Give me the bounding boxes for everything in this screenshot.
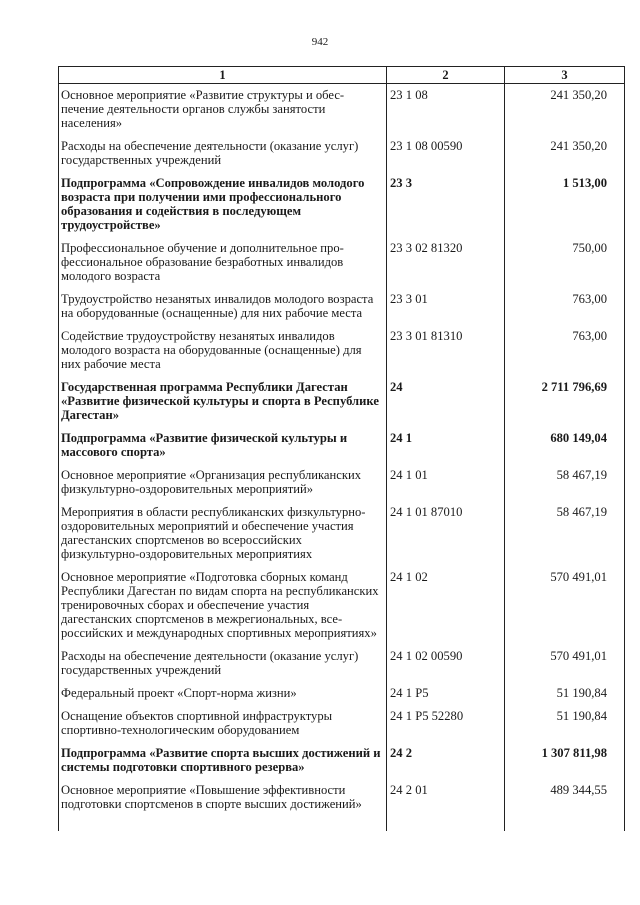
row-code: 24 1 P5 [387,682,505,705]
budget-table [58,66,625,831]
row-amount: 2 711 796,69 [505,376,625,427]
row-code: 23 3 [387,172,505,237]
table-row [59,779,625,831]
row-amount: 1 513,00 [505,172,625,237]
row-name: Профессиональное обучение и дополнительное профессиональное образование безработных инвалидов молодого возраста [59,237,387,288]
row-amount: 750,00 [505,237,625,288]
row-code: 24 1 01 87010 [387,501,505,566]
row-amount: 241 350,20 [505,135,625,172]
row-name: Государственная программа Республики Дагестан «Развитие физической культуры и спорта в Республике Дагестан» [59,376,387,427]
row-name: Основное мероприятие «Повышение эффективности подготовки спортсменов в спорте высших достижений» [59,779,387,831]
row-name: Основное мероприятие «Подготовка сборных команд Республики Дагестан по видам спорта на республиканских тренировочных сборах и обеспечение участия дагестанских спортсменов в межрегиональных, всероссийских и международных спортивных мероприятиях» [59,566,387,645]
table-row [59,237,625,288]
table-row [59,501,625,566]
row-amount: 763,00 [505,288,625,325]
row-amount: 763,00 [505,325,625,376]
row-name: Оснащение объектов спортивной инфраструктуры спортивно-технологическим оборудованием [59,705,387,742]
table-row [59,682,625,705]
table-row [59,742,625,779]
row-name: Основное мероприятие «Развитие структуры и обеспечение деятельности органов службы занятости населения» [59,84,387,136]
row-code: 24 1 01 [387,464,505,501]
row-code: 24 2 [387,742,505,779]
table-row [59,645,625,682]
row-amount: 58 467,19 [505,464,625,501]
row-code: 24 1 02 00590 [387,645,505,682]
row-code: 23 1 08 [387,84,505,136]
row-code: 24 1 02 [387,566,505,645]
page-number: 942 [311,36,329,48]
row-code: 23 3 01 81310 [387,325,505,376]
row-amount: 570 491,01 [505,566,625,645]
row-name: Трудоустройство незанятых инвалидов молодого возраста на оборудованные (оснащенные) для них рабочие места [59,288,387,325]
row-amount: 241 350,20 [505,84,625,136]
row-name: Подпрограмма «Сопровождение инвалидов молодого возраста при получении ими профессионального образования и содействия в последующем трудоустройстве» [59,172,387,237]
row-name: Подпрограмма «Развитие физической культуры и массового спорта» [59,427,387,464]
table-row [59,566,625,645]
row-amount: 58 467,19 [505,501,625,566]
row-code: 23 1 08 00590 [387,135,505,172]
header-row [59,67,625,84]
column-header-3: 3 [505,67,625,84]
row-code: 24 2 01 [387,779,505,831]
table-row [59,427,625,464]
table-row [59,135,625,172]
row-amount: 489 344,55 [505,779,625,831]
row-amount: 51 190,84 [505,682,625,705]
row-code: 24 1 [387,427,505,464]
table-row [59,288,625,325]
table-row [59,325,625,376]
row-name: Расходы на обеспечение деятельности (оказание услуг) государственных учреждений [59,135,387,172]
table-row [59,172,625,237]
row-amount: 680 149,04 [505,427,625,464]
row-name: Расходы на обеспечение деятельности (оказание услуг) государственных учреждений [59,645,387,682]
row-name: Содействие трудоустройству незанятых инвалидов молодого возраста на оборудованные (оснащенные) для них рабочие места [59,325,387,376]
row-code: 23 3 01 [387,288,505,325]
column-header-2: 2 [387,67,505,84]
row-amount: 1 307 811,98 [505,742,625,779]
row-name: Подпрограмма «Развитие спорта высших достижений и системы подготовки спортивного резерва» [59,742,387,779]
row-name: Федеральный проект «Спорт-норма жизни» [59,682,387,705]
row-name: Основное мероприятие «Организация республиканских физкультурно-оздоровительных мероприятий» [59,464,387,501]
table-row [59,376,625,427]
column-header-1: 1 [59,67,387,84]
table-row [59,464,625,501]
table-body [59,84,625,832]
row-code: 24 [387,376,505,427]
row-code: 23 3 02 81320 [387,237,505,288]
table-row [59,705,625,742]
table-row [59,84,625,136]
row-name: Мероприятия в области республиканских физкультурно-оздоровительных мероприятий и обеспечение участия дагестанских спортсменов во всероссийских физкультурно-оздоровительных мероприятиях [59,501,387,566]
row-amount: 51 190,84 [505,705,625,742]
row-amount: 570 491,01 [505,645,625,682]
row-code: 24 1 P5 52280 [387,705,505,742]
